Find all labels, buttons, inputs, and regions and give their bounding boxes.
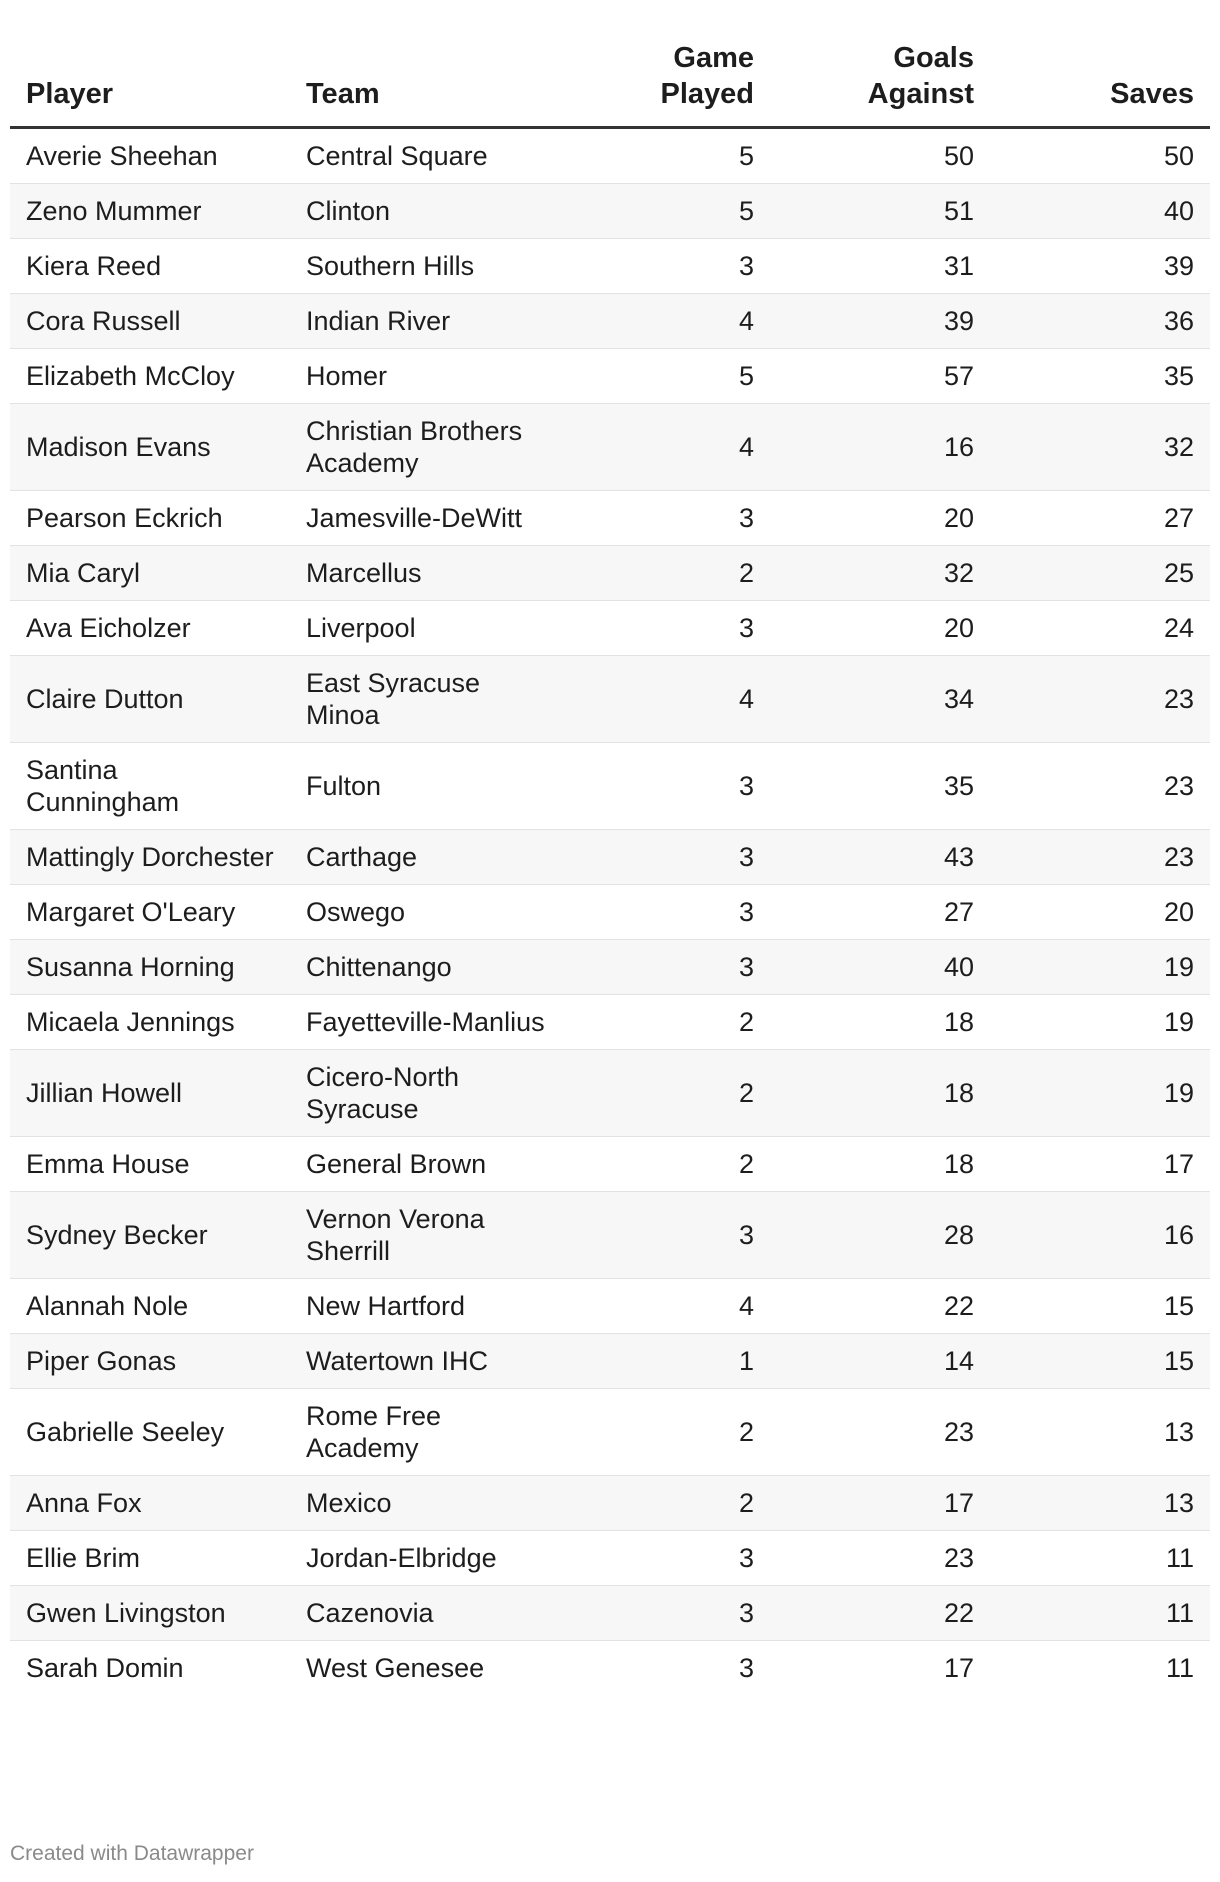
table-row — [10, 404, 1210, 491]
games-played-cell: 3 — [570, 1586, 770, 1641]
saves-cell: 16 — [990, 1192, 1210, 1279]
saves-cell: 50 — [990, 128, 1210, 184]
team-cell: Cicero-North Syracuse — [290, 1050, 570, 1137]
games-played-cell: 3 — [570, 491, 770, 546]
saves-cell: 19 — [990, 1050, 1210, 1137]
table-row — [10, 1137, 1210, 1192]
saves-cell: 15 — [990, 1334, 1210, 1389]
table-row — [10, 128, 1210, 184]
column-header-player[interactable]: Player — [10, 28, 290, 128]
team-cell: Oswego — [290, 885, 570, 940]
games-played-cell: 2 — [570, 1389, 770, 1476]
player-cell: Mia Caryl — [10, 546, 290, 601]
goals-against-cell: 35 — [770, 743, 990, 830]
table-header — [10, 28, 1210, 128]
saves-cell: 25 — [990, 546, 1210, 601]
games-played-cell: 3 — [570, 940, 770, 995]
table-row — [10, 601, 1210, 656]
player-cell: Gwen Livingston — [10, 1586, 290, 1641]
games-played-cell: 3 — [570, 1531, 770, 1586]
player-cell: Kiera Reed — [10, 239, 290, 294]
table-row — [10, 1641, 1210, 1696]
player-cell: Pearson Eckrich — [10, 491, 290, 546]
header-row — [10, 28, 1210, 128]
player-cell: Susanna Horning — [10, 940, 290, 995]
saves-cell: 13 — [990, 1389, 1210, 1476]
table-row — [10, 1389, 1210, 1476]
table-row — [10, 940, 1210, 995]
player-cell: Madison Evans — [10, 404, 290, 491]
saves-cell: 11 — [990, 1641, 1210, 1696]
player-cell: Ava Eicholzer — [10, 601, 290, 656]
team-cell: Christian Brothers Academy — [290, 404, 570, 491]
goalie-stats-table — [10, 28, 1210, 1695]
games-played-cell: 3 — [570, 239, 770, 294]
saves-cell: 27 — [990, 491, 1210, 546]
player-cell: Anna Fox — [10, 1476, 290, 1531]
saves-cell: 13 — [990, 1476, 1210, 1531]
table-row — [10, 830, 1210, 885]
saves-cell: 40 — [990, 184, 1210, 239]
column-header-team[interactable]: Team — [290, 28, 570, 128]
table-row — [10, 184, 1210, 239]
goals-against-cell: 22 — [770, 1279, 990, 1334]
team-cell: Jordan-Elbridge — [290, 1531, 570, 1586]
goals-against-cell: 23 — [770, 1531, 990, 1586]
goals-against-cell: 16 — [770, 404, 990, 491]
table-row — [10, 239, 1210, 294]
goals-against-cell: 18 — [770, 1050, 990, 1137]
team-cell: Cazenovia — [290, 1586, 570, 1641]
saves-cell: 11 — [990, 1586, 1210, 1641]
games-played-cell: 5 — [570, 349, 770, 404]
team-cell: Homer — [290, 349, 570, 404]
table-row — [10, 294, 1210, 349]
games-played-cell: 4 — [570, 656, 770, 743]
goals-against-cell: 27 — [770, 885, 990, 940]
team-cell: Watertown IHC — [290, 1334, 570, 1389]
table-row — [10, 1334, 1210, 1389]
games-played-cell: 2 — [570, 1137, 770, 1192]
goals-against-cell: 18 — [770, 995, 990, 1050]
table-row — [10, 349, 1210, 404]
games-played-cell: 3 — [570, 1192, 770, 1279]
games-played-cell: 4 — [570, 1279, 770, 1334]
table-row — [10, 1476, 1210, 1531]
goals-against-cell: 31 — [770, 239, 990, 294]
games-played-cell: 2 — [570, 1050, 770, 1137]
player-cell: Zeno Mummer — [10, 184, 290, 239]
team-cell: Carthage — [290, 830, 570, 885]
games-played-cell: 3 — [570, 743, 770, 830]
games-played-cell: 4 — [570, 404, 770, 491]
player-cell: Mattingly Dorchester — [10, 830, 290, 885]
team-cell: Vernon Verona Sherrill — [290, 1192, 570, 1279]
table-row — [10, 546, 1210, 601]
player-cell: Elizabeth McCloy — [10, 349, 290, 404]
games-played-cell: 3 — [570, 830, 770, 885]
team-cell: Southern Hills — [290, 239, 570, 294]
goals-against-cell: 50 — [770, 128, 990, 184]
team-cell: Central Square — [290, 128, 570, 184]
player-cell: Cora Russell — [10, 294, 290, 349]
goals-against-cell: 18 — [770, 1137, 990, 1192]
saves-cell: 20 — [990, 885, 1210, 940]
goals-against-cell: 34 — [770, 656, 990, 743]
player-cell: Sydney Becker — [10, 1192, 290, 1279]
team-cell: Fayetteville-Manlius — [290, 995, 570, 1050]
games-played-cell: 3 — [570, 601, 770, 656]
games-played-cell: 4 — [570, 294, 770, 349]
table-row — [10, 995, 1210, 1050]
goals-against-cell: 28 — [770, 1192, 990, 1279]
player-cell: Micaela Jennings — [10, 995, 290, 1050]
goals-against-cell: 17 — [770, 1641, 990, 1696]
saves-cell: 17 — [990, 1137, 1210, 1192]
player-cell: Margaret O'Leary — [10, 885, 290, 940]
column-header-games-played[interactable]: Game Played — [570, 28, 770, 128]
column-header-saves[interactable]: Saves — [990, 28, 1210, 128]
team-cell: New Hartford — [290, 1279, 570, 1334]
goals-against-cell: 20 — [770, 491, 990, 546]
games-played-cell: 3 — [570, 1641, 770, 1696]
goals-against-cell: 39 — [770, 294, 990, 349]
saves-cell: 11 — [990, 1531, 1210, 1586]
team-cell: Clinton — [290, 184, 570, 239]
player-cell: Piper Gonas — [10, 1334, 290, 1389]
goals-against-cell: 22 — [770, 1586, 990, 1641]
table-row — [10, 656, 1210, 743]
team-cell: Marcellus — [290, 546, 570, 601]
goals-against-cell: 51 — [770, 184, 990, 239]
goals-against-cell: 40 — [770, 940, 990, 995]
games-played-cell: 5 — [570, 184, 770, 239]
column-header-goals-against[interactable]: Goals Against — [770, 28, 990, 128]
saves-cell: 23 — [990, 743, 1210, 830]
saves-cell: 23 — [990, 656, 1210, 743]
team-cell: Fulton — [290, 743, 570, 830]
goals-against-cell: 32 — [770, 546, 990, 601]
datawrapper-credit: Created with Datawrapper — [10, 1842, 254, 1865]
table-row — [10, 491, 1210, 546]
player-cell: Emma House — [10, 1137, 290, 1192]
games-played-cell: 2 — [570, 995, 770, 1050]
team-cell: East Syracuse Minoa — [290, 656, 570, 743]
table-body — [10, 128, 1210, 1696]
games-played-cell: 2 — [570, 546, 770, 601]
team-cell: West Genesee — [290, 1641, 570, 1696]
player-cell: Claire Dutton — [10, 656, 290, 743]
table-row — [10, 1531, 1210, 1586]
team-cell: General Brown — [290, 1137, 570, 1192]
player-cell: Ellie Brim — [10, 1531, 290, 1586]
team-cell: Jamesville-DeWitt — [290, 491, 570, 546]
games-played-cell: 5 — [570, 128, 770, 184]
player-cell: Santina Cunningham — [10, 743, 290, 830]
saves-cell: 24 — [990, 601, 1210, 656]
goals-against-cell: 23 — [770, 1389, 990, 1476]
player-cell: Gabrielle Seeley — [10, 1389, 290, 1476]
team-cell: Mexico — [290, 1476, 570, 1531]
team-cell: Indian River — [290, 294, 570, 349]
saves-cell: 36 — [990, 294, 1210, 349]
goals-against-cell: 14 — [770, 1334, 990, 1389]
player-cell: Sarah Domin — [10, 1641, 290, 1696]
saves-cell: 15 — [990, 1279, 1210, 1334]
team-cell: Liverpool — [290, 601, 570, 656]
table-row — [10, 743, 1210, 830]
player-cell: Jillian Howell — [10, 1050, 290, 1137]
team-cell: Chittenango — [290, 940, 570, 995]
player-cell: Alannah Nole — [10, 1279, 290, 1334]
saves-cell: 32 — [990, 404, 1210, 491]
goals-against-cell: 57 — [770, 349, 990, 404]
saves-cell: 35 — [990, 349, 1210, 404]
games-played-cell: 2 — [570, 1476, 770, 1531]
table-row — [10, 1586, 1210, 1641]
goals-against-cell: 43 — [770, 830, 990, 885]
table-row — [10, 1192, 1210, 1279]
goals-against-cell: 17 — [770, 1476, 990, 1531]
table-row — [10, 1050, 1210, 1137]
table-row — [10, 1279, 1210, 1334]
player-cell: Averie Sheehan — [10, 128, 290, 184]
saves-cell: 19 — [990, 995, 1210, 1050]
team-cell: Rome Free Academy — [290, 1389, 570, 1476]
goals-against-cell: 20 — [770, 601, 990, 656]
saves-cell: 39 — [990, 239, 1210, 294]
saves-cell: 19 — [990, 940, 1210, 995]
saves-cell: 23 — [990, 830, 1210, 885]
table-row — [10, 885, 1210, 940]
games-played-cell: 1 — [570, 1334, 770, 1389]
games-played-cell: 3 — [570, 885, 770, 940]
